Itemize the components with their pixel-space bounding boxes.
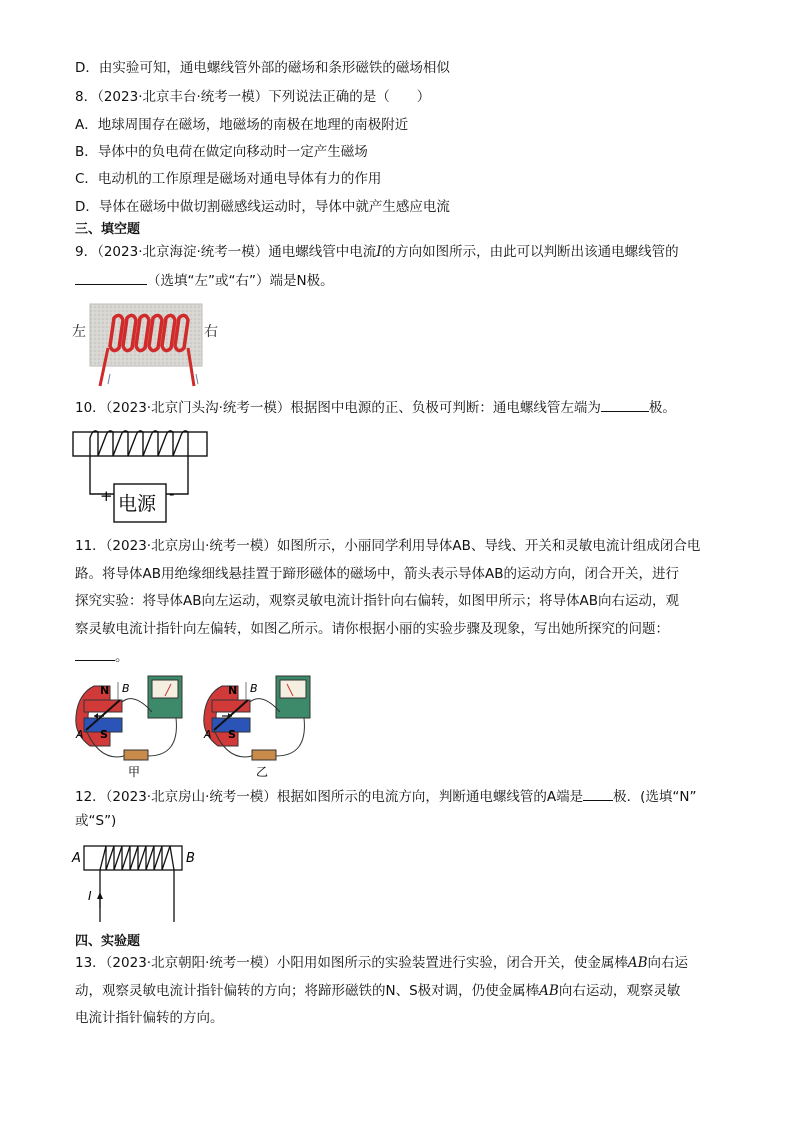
solenoid-core-2 [84, 846, 182, 870]
figure-yi [203, 676, 310, 779]
label-a-2: A [204, 728, 212, 741]
solenoid-coil [90, 431, 188, 462]
q11-answer-blank[interactable] [75, 647, 115, 661]
label-b: B [122, 682, 130, 695]
q9-answer-blank[interactable] [75, 271, 147, 285]
magnet-n-pole [84, 700, 122, 712]
section-experiment-title: 四、实验题 [75, 934, 141, 949]
q11-line4: 察灵敏电流计指针向左偏转，如图乙所示。请你根据小丽的实验步骤及现象，写出她所探究的问题： [75, 621, 669, 637]
q11-answer-line [75, 647, 129, 666]
q8-option-a: A．地球周围存在磁场，地磁场的南极在地理的南极附近 [75, 117, 409, 133]
q13-line2-end: 向右运动，观察灵敏 [558, 983, 681, 999]
q10-stem [75, 398, 676, 417]
q13-line3: 电流计指针偏转的方向。 [75, 1010, 224, 1026]
current-arrowhead [97, 892, 103, 899]
label-a-end: A [72, 851, 81, 866]
q8-option-b: B．导体中的负电荷在做定向移动时一定产生磁场 [75, 144, 368, 160]
switch-2 [252, 750, 276, 760]
q13-var-ab: AB [627, 955, 648, 971]
q12-stem-end: 极．(选填“N” [613, 789, 697, 805]
label-n-2: N [228, 684, 238, 697]
solenoid-core [73, 432, 207, 456]
q9-coil-photo [70, 298, 230, 390]
label-s-2: S [228, 728, 236, 741]
q11-end: 。 [115, 649, 129, 665]
label-yi: 乙 [256, 765, 269, 779]
q9-current-var: I [376, 244, 382, 260]
q12-stem [75, 787, 696, 806]
q12-solenoid-diagram [70, 838, 210, 928]
label-jia: 甲 [128, 765, 141, 779]
q9-stem-text-cont: 的方向如图所示，由此可以判断出该通电螺线管的 [381, 244, 679, 260]
q11-line3: 探究实验：将导体AB向左运动，观察灵敏电流计指针向右偏转，如图甲所示；将导体AB向右运动，观 [75, 593, 679, 609]
switch [124, 750, 148, 760]
label-current-i: I [88, 889, 92, 903]
q9-stem-text-2: （选填“左”或“右”）端是N极。 [147, 273, 334, 289]
q9-stem-line2 [75, 271, 334, 290]
q12-answer-blank[interactable] [583, 787, 613, 801]
q10-stem-end: 极。 [648, 400, 676, 416]
q12-stem-text: 12．（2023·北京房山·统考一模）根据如图所示的电流方向，判断通电螺线管的A端是 [75, 789, 584, 805]
q8-option-c: C．电动机的工作原理是磁场对通电导体有力的作用 [75, 171, 382, 187]
q13-line1-end: 向右运 [647, 955, 689, 971]
solenoid-coil-2 [100, 846, 174, 922]
wire-3 [148, 718, 176, 756]
q10-solenoid-diagram [70, 422, 215, 530]
label-a: A [76, 728, 84, 741]
current-arrows [108, 374, 198, 384]
q11-line1: 11．（2023·北京房山·统考一模）如图所示，小丽同学利用导体AB、导线、开关和灵敏电流计组成闭合电 [75, 538, 701, 554]
label-b-end: B [186, 851, 195, 866]
label-n: N [100, 684, 110, 697]
q8-stem: 8．（2023·北京丰台·统考一模）下列说法正确的是（ ） [75, 89, 431, 105]
figure-jia [75, 676, 182, 779]
q10-answer-blank[interactable] [601, 398, 649, 412]
q9-stem-line1 [75, 243, 679, 261]
power-source-label: 电源 [118, 493, 157, 515]
q11-line2: 路。将导体AB用绝缘细线悬挂置于蹄形磁体的磁场中，箭头表示导体AB的运动方向，闭合开关，进行 [75, 566, 679, 582]
q13-var-ab-2: AB [539, 983, 559, 999]
q9-stem-text: 9．（2023·北京海淀·统考一模）通电螺线管中电流 [75, 244, 377, 260]
q12-stem-line2: 或“S”) [75, 813, 117, 829]
section-fill-in-title: 三、填空题 [75, 222, 141, 237]
q13-line1-text: 13．（2023·北京朝阳·统考一模）小阳用如图所示的实验装置进行实验，闭合开关，使金属棒 [75, 955, 628, 971]
q7-option-d: D．由实验可知，通电螺线管外部的磁场和条形磁铁的磁场相似 [75, 60, 450, 76]
minus-sign: - [169, 485, 175, 503]
q9-left-label: 左 [72, 324, 86, 340]
q13-line2 [75, 982, 680, 1000]
label-s: S [100, 728, 108, 741]
q11-figures [70, 672, 330, 780]
q8-option-d: D．导体在磁场中做切割磁感线运动时，导体中就产生感应电流 [75, 199, 450, 215]
q13-line2-text: 动，观察灵敏电流计指针偏转的方向；将蹄形磁铁的N、S极对调，仍使金属棒 [75, 983, 540, 999]
q10-stem-text: 10．（2023·北京门头沟·统考一模）根据图中电源的正、负极可判断：通电螺线管左端为 [75, 400, 601, 416]
wire-3-2 [276, 718, 304, 756]
label-b-2: B [250, 682, 258, 695]
magnet-n-pole-2 [212, 700, 250, 712]
q9-right-label: 右 [204, 324, 218, 340]
q13-line1 [75, 954, 688, 972]
plus-sign: + [100, 487, 113, 505]
